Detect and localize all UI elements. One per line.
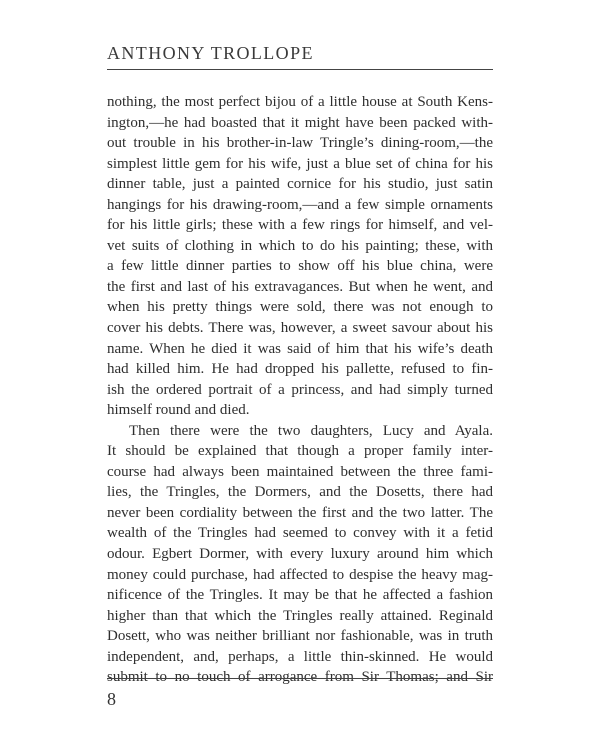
text-line: the first and last of his extravagances. But when he went, and xyxy=(107,278,493,295)
paragraph-2 xyxy=(107,421,493,688)
text-line: vet suits of clothing in which to do his painting; these, with xyxy=(107,237,493,254)
page-number: 8 xyxy=(107,689,116,709)
text-line: never been cordiality between the first and the two latter. The xyxy=(107,504,493,521)
page-footer xyxy=(107,678,493,710)
text-line: dinner table, just a painted cornice for his studio, just satin xyxy=(107,176,493,193)
text-line: out trouble in his brother-in-law Tringle’s dining-room,—the xyxy=(107,135,493,152)
text-line: hangings for his drawing-room,—and a few simple ornaments xyxy=(107,196,493,213)
text-line: lies, the Tringles, the Dormers, and the Dosetts, there had xyxy=(107,484,493,501)
text-line: cover his debts. There was, however, a sweet savour about his xyxy=(107,320,493,337)
text-line: nificence of the Tringles. It may be that he affected a fashion xyxy=(107,587,493,604)
text-line: a few little dinner parties to show off his blue china, were xyxy=(107,258,493,275)
text-line: It should be explained that though a proper family inter- xyxy=(107,443,493,460)
text-line: himself round and died. xyxy=(107,402,250,419)
text-line: simplest little gem for his wife, just a blue set of china for his xyxy=(107,155,493,172)
header-rule xyxy=(107,69,493,70)
text-line: independent, and, perhaps, a little thin-skinned. He would xyxy=(107,648,493,665)
running-head: ANTHONY TROLLOPE xyxy=(107,43,314,63)
text-line: submit to no touch of arrogance from Sir Thomas; and Sir xyxy=(107,669,493,686)
text-line: ington,—he had boasted that it might have been packed with- xyxy=(107,114,493,131)
text-line: course had always been maintained between the three fami- xyxy=(107,463,493,480)
footer-rule xyxy=(107,678,493,679)
text-line: wealth of the Tringles had seemed to convey with it a fetid xyxy=(107,525,493,542)
text-line: Dosett, who was neither brilliant nor fashionable, was in truth xyxy=(107,628,493,645)
text-line: had killed him. He had dropped his pallette, refused to fin- xyxy=(107,361,493,378)
text-line: when his pretty things were sold, there was not enough to xyxy=(107,299,493,316)
text-line: money could purchase, had affected to despise the heavy mag- xyxy=(107,566,493,583)
text-line: higher than that which the Tringles really attained. Reginald xyxy=(107,607,493,624)
text-line: odour. Egbert Dormer, with every luxury around him which xyxy=(107,546,493,563)
text-line: name. When he died it was said of him that his wife’s death xyxy=(107,340,493,357)
text-line: Then there were the two daughters, Lucy and Ayala. xyxy=(129,422,493,439)
text-line: nothing, the most perfect bijou of a little house at South Kens- xyxy=(107,94,493,110)
text-line: ish the ordered portrait of a princess, and had simply turned xyxy=(107,381,493,398)
paragraph-1 xyxy=(107,92,493,421)
body-text xyxy=(107,92,493,688)
text-line: for his little girls; these with a few rings for himself, and vel- xyxy=(107,217,493,234)
page-header xyxy=(107,42,493,70)
